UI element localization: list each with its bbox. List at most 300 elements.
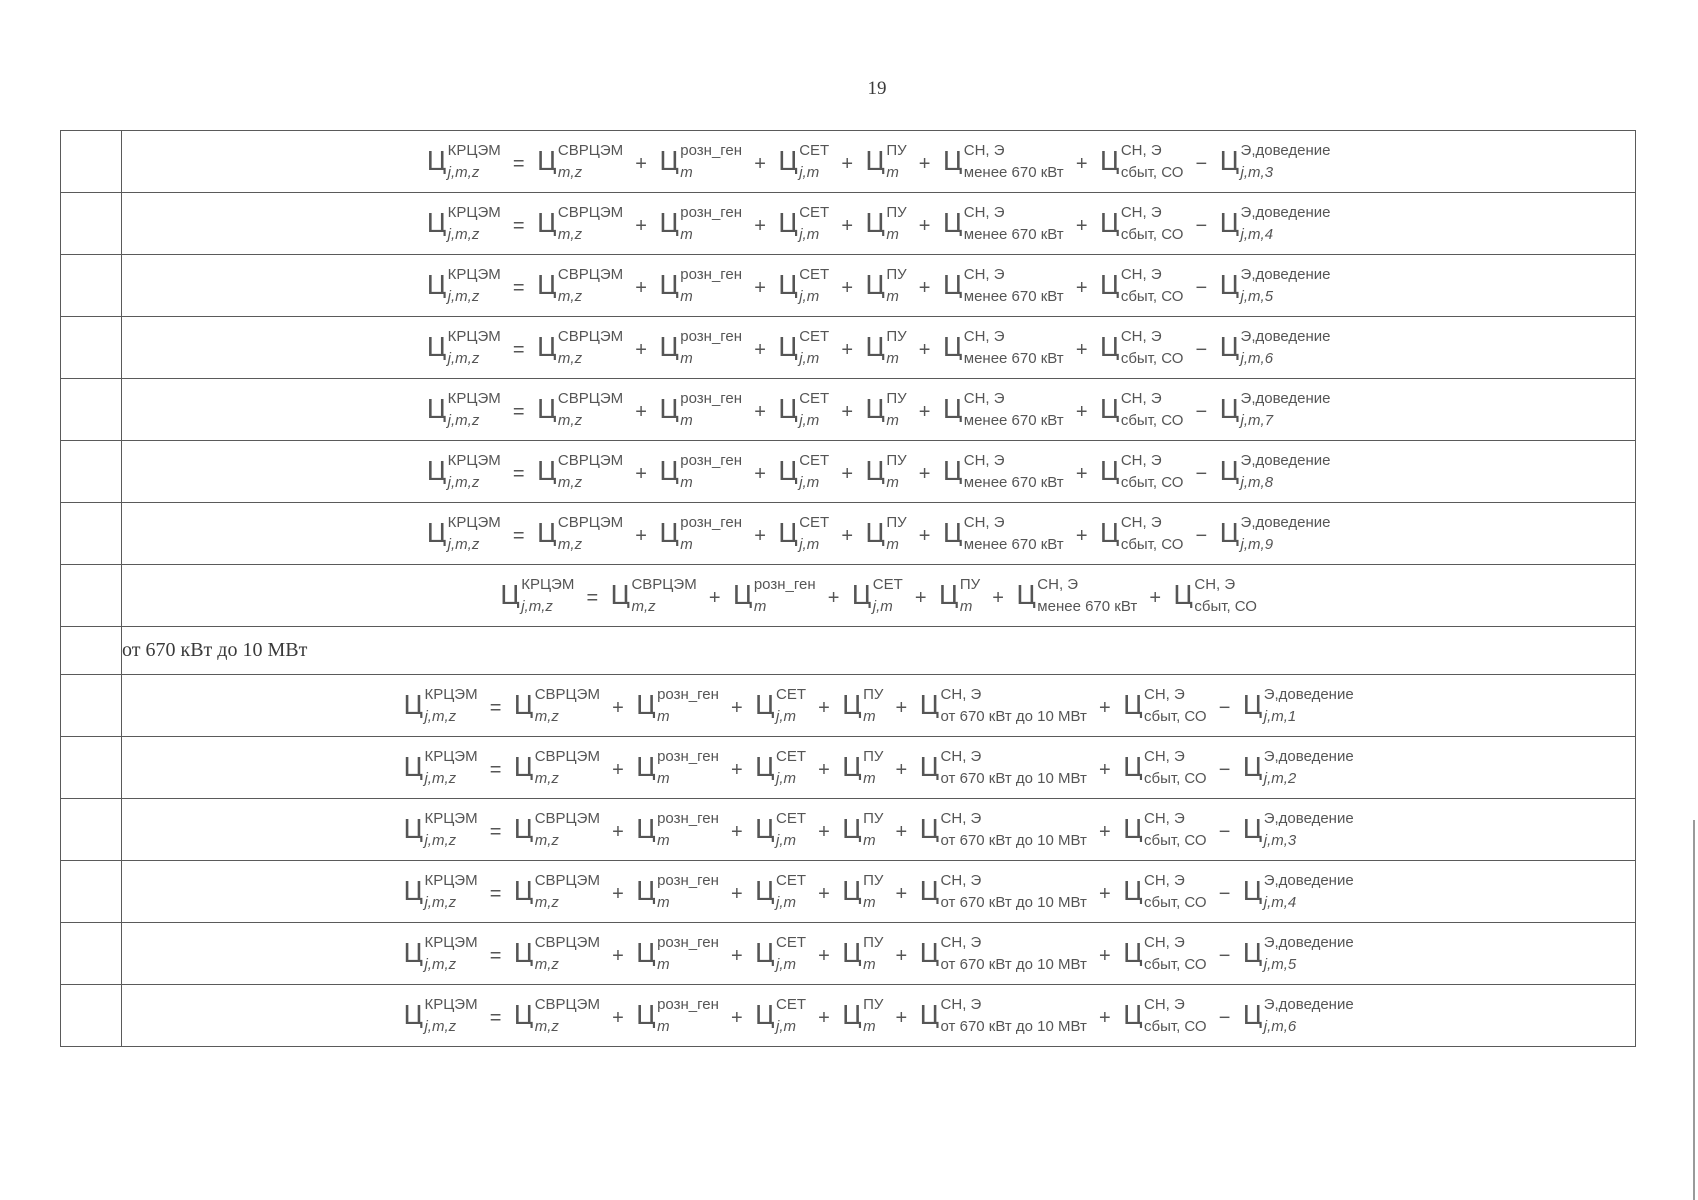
script-group bbox=[1240, 451, 1331, 491]
price-symbol: Ц bbox=[778, 332, 799, 363]
price-symbol: Ц bbox=[865, 394, 886, 425]
subscript: m,z bbox=[557, 411, 583, 429]
formula-term bbox=[536, 327, 624, 367]
subscript: сбыт, СО bbox=[1120, 473, 1184, 491]
price-symbol: Ц bbox=[1242, 938, 1263, 969]
price-symbol: Ц bbox=[865, 332, 886, 363]
subscript: m bbox=[657, 955, 670, 973]
script-group bbox=[1240, 141, 1331, 181]
formula-term bbox=[659, 265, 743, 305]
subscript: j,m,8 bbox=[1240, 473, 1274, 491]
subscript: j,m,4 bbox=[1263, 893, 1297, 911]
script-group bbox=[940, 685, 1087, 725]
subscript: m,z bbox=[534, 893, 559, 911]
subscript: менее 670 кВт bbox=[963, 287, 1064, 305]
subscript: менее 670 кВт bbox=[1037, 597, 1138, 615]
price-symbol: Ц bbox=[635, 876, 657, 907]
script-group bbox=[557, 389, 624, 429]
price-symbol: Ц bbox=[754, 690, 775, 721]
price-symbol: Ц bbox=[426, 394, 447, 425]
script-group bbox=[1144, 747, 1207, 787]
formula-term bbox=[659, 141, 743, 181]
superscript: СН, Э bbox=[940, 871, 982, 889]
script-group bbox=[1120, 203, 1184, 243]
subscript: сбыт, СО bbox=[1194, 597, 1257, 615]
subscript: j,m,z bbox=[447, 473, 480, 491]
formula-krcem-from670-5 bbox=[403, 933, 1354, 973]
script-group bbox=[447, 327, 501, 367]
price-symbol: Ц bbox=[754, 814, 775, 845]
price-symbol: Ц bbox=[426, 518, 447, 549]
price-symbol: Ц bbox=[659, 394, 680, 425]
price-symbol: Ц bbox=[1099, 394, 1120, 425]
operator: + bbox=[754, 338, 766, 361]
superscript: КРЦЭМ bbox=[424, 995, 478, 1013]
script-group bbox=[1194, 575, 1257, 615]
operator: + bbox=[1099, 820, 1111, 843]
price-symbol: Ц bbox=[659, 270, 680, 301]
price-symbol: Ц bbox=[919, 752, 940, 783]
operator: + bbox=[1099, 1006, 1111, 1029]
script-group bbox=[775, 995, 806, 1035]
superscript: СН, Э bbox=[940, 933, 982, 951]
price-symbol: Ц bbox=[536, 518, 557, 549]
formula-krcem-from670-1 bbox=[403, 685, 1354, 725]
subscript: менее 670 кВт bbox=[963, 411, 1064, 429]
formula-term bbox=[754, 809, 806, 849]
formula-term bbox=[942, 513, 1064, 553]
operator: + bbox=[918, 152, 931, 175]
superscript: Э,доведение bbox=[1240, 451, 1331, 469]
price-symbol: Ц bbox=[841, 876, 863, 907]
price-symbol: Ц bbox=[403, 814, 424, 845]
price-symbol: Ц bbox=[1099, 270, 1120, 301]
script-group bbox=[447, 451, 501, 491]
price-symbol: Ц bbox=[635, 752, 657, 783]
script-group bbox=[534, 809, 600, 849]
formula-term bbox=[403, 685, 478, 725]
formula-krcem-less670-5 bbox=[426, 265, 1331, 305]
subscript: сбыт, СО bbox=[1144, 831, 1207, 849]
price-symbol: Ц bbox=[513, 876, 534, 907]
price-symbol: Ц bbox=[1122, 752, 1144, 783]
superscript: СН, Э bbox=[1120, 265, 1162, 283]
subscript: m,z bbox=[557, 225, 583, 243]
formula-term bbox=[938, 575, 981, 615]
left-column-cell bbox=[61, 985, 122, 1047]
superscript: КРЦЭМ bbox=[447, 203, 501, 221]
subscript: m,z bbox=[557, 473, 583, 491]
superscript: СН, Э bbox=[940, 995, 982, 1013]
superscript: Э,доведение bbox=[1263, 685, 1354, 703]
script-group bbox=[1120, 141, 1184, 181]
script-group bbox=[1120, 265, 1184, 305]
formula-term bbox=[1242, 933, 1354, 973]
superscript: СВРЦЭМ bbox=[534, 685, 600, 703]
operator: + bbox=[730, 696, 743, 719]
subscript: j,m bbox=[799, 287, 820, 305]
formula-term bbox=[919, 995, 1087, 1035]
formula-term bbox=[1219, 265, 1331, 305]
subscript: m bbox=[680, 225, 693, 243]
superscript: розн_ген bbox=[753, 575, 816, 593]
operator: = bbox=[512, 400, 525, 423]
superscript: ПУ bbox=[863, 871, 884, 889]
superscript: розн_ген bbox=[657, 995, 719, 1013]
subscript: j,m bbox=[775, 707, 796, 725]
superscript: СЕТ bbox=[872, 575, 903, 593]
formula-term bbox=[403, 747, 478, 787]
subscript: j,m,z bbox=[424, 831, 457, 849]
price-symbol: Ц bbox=[865, 456, 886, 487]
operator: = bbox=[586, 586, 599, 609]
price-symbol: Ц bbox=[1219, 146, 1240, 177]
price-symbol: Ц bbox=[1122, 814, 1144, 845]
price-symbol: Ц bbox=[635, 938, 657, 969]
operator: + bbox=[1075, 338, 1088, 361]
subscript: m bbox=[657, 1017, 670, 1035]
formula-term bbox=[942, 389, 1064, 429]
price-symbol: Ц bbox=[1016, 580, 1037, 611]
formula-term bbox=[1016, 575, 1138, 615]
superscript: СН, Э bbox=[1120, 513, 1162, 531]
script-group bbox=[1263, 933, 1354, 973]
subscript: сбыт, СО bbox=[1144, 955, 1207, 973]
price-symbol: Ц bbox=[865, 146, 886, 177]
script-group bbox=[657, 809, 719, 849]
price-symbol: Ц bbox=[732, 580, 753, 611]
formula-term bbox=[919, 871, 1087, 911]
operator: + bbox=[635, 524, 647, 547]
formula-cell bbox=[122, 675, 1636, 737]
subscript: m bbox=[680, 287, 693, 305]
formula-term bbox=[635, 933, 719, 973]
subscript: m bbox=[680, 411, 693, 429]
superscript: ПУ bbox=[886, 327, 907, 345]
subscript: m bbox=[886, 535, 899, 553]
formula-term bbox=[1219, 203, 1331, 243]
formula-term bbox=[1099, 203, 1184, 243]
operator: + bbox=[818, 882, 830, 905]
subscript: m,z bbox=[557, 287, 583, 305]
formula-term bbox=[865, 327, 907, 367]
operator: = bbox=[489, 944, 502, 967]
operator: = bbox=[489, 1006, 502, 1029]
price-symbol: Ц bbox=[778, 208, 799, 239]
superscript: СЕТ bbox=[775, 747, 806, 765]
table-row bbox=[61, 379, 1636, 441]
operator: + bbox=[612, 758, 624, 781]
price-symbol: Ц bbox=[1099, 332, 1120, 363]
price-symbol: Ц bbox=[1219, 208, 1240, 239]
formula-term bbox=[841, 995, 884, 1035]
superscript: СН, Э bbox=[1194, 575, 1236, 593]
formula-term bbox=[1242, 685, 1354, 725]
price-symbol: Ц bbox=[919, 814, 940, 845]
price-symbol: Ц bbox=[942, 518, 963, 549]
formula-term bbox=[513, 685, 600, 725]
formula-term bbox=[536, 451, 624, 491]
formula-term bbox=[841, 685, 884, 725]
superscript: СН, Э bbox=[1120, 327, 1162, 345]
operator: + bbox=[1075, 276, 1088, 299]
superscript: СН, Э bbox=[940, 747, 982, 765]
price-symbol: Ц bbox=[841, 752, 863, 783]
operator: + bbox=[992, 586, 1004, 609]
operator: = bbox=[489, 882, 502, 905]
price-symbol: Ц bbox=[942, 208, 963, 239]
price-symbol: Ц bbox=[500, 580, 521, 611]
price-symbol: Ц bbox=[426, 332, 447, 363]
superscript: СЕТ bbox=[799, 451, 830, 469]
price-symbol: Ц bbox=[1242, 814, 1263, 845]
formula-term bbox=[1122, 995, 1207, 1035]
superscript: КРЦЭМ bbox=[447, 513, 501, 531]
price-symbol: Ц bbox=[1242, 1000, 1263, 1031]
formula-term bbox=[1122, 933, 1207, 973]
formula-term bbox=[500, 575, 575, 615]
script-group bbox=[1120, 451, 1184, 491]
superscript: СВРЦЭМ bbox=[557, 513, 624, 531]
price-symbol: Ц bbox=[865, 270, 886, 301]
formula-term bbox=[1122, 685, 1207, 725]
formula-term bbox=[1219, 327, 1331, 367]
table-row bbox=[61, 131, 1636, 193]
script-group bbox=[1240, 513, 1331, 553]
operator: + bbox=[895, 696, 908, 719]
superscript: розн_ген bbox=[680, 265, 743, 283]
price-symbol: Ц bbox=[536, 146, 557, 177]
formula-term bbox=[778, 327, 830, 367]
subscript: m bbox=[657, 769, 670, 787]
table-row bbox=[61, 799, 1636, 861]
script-group bbox=[940, 933, 1087, 973]
script-group bbox=[863, 871, 884, 911]
subscript: m bbox=[863, 955, 876, 973]
price-symbol: Ц bbox=[919, 690, 940, 721]
script-group bbox=[680, 389, 743, 429]
formula-term bbox=[778, 513, 830, 553]
superscript: СЕТ bbox=[799, 389, 830, 407]
subscript: j,m,6 bbox=[1240, 349, 1274, 367]
subscript: m bbox=[657, 707, 670, 725]
table-row bbox=[61, 503, 1636, 565]
price-symbol: Ц bbox=[536, 270, 557, 301]
left-column-cell bbox=[61, 675, 122, 737]
subscript: сбыт, СО bbox=[1120, 535, 1184, 553]
formula-term bbox=[1242, 747, 1354, 787]
subscript: от 670 кВт до 10 МВт bbox=[940, 831, 1087, 849]
script-group bbox=[863, 685, 884, 725]
price-symbol: Ц bbox=[1099, 518, 1120, 549]
price-symbol: Ц bbox=[942, 456, 963, 487]
script-group bbox=[1240, 389, 1331, 429]
formula-krcem-less670-8 bbox=[426, 451, 1331, 491]
subscript: m bbox=[680, 349, 693, 367]
price-symbol: Ц bbox=[659, 518, 680, 549]
formula-krcem-from670-4 bbox=[403, 871, 1354, 911]
price-symbol: Ц bbox=[1122, 1000, 1144, 1031]
formula-term bbox=[513, 809, 600, 849]
subscript: m,z bbox=[534, 1017, 559, 1035]
superscript: КРЦЭМ bbox=[424, 685, 478, 703]
script-group bbox=[657, 933, 719, 973]
subscript: j,m,z bbox=[424, 707, 457, 725]
formula-term bbox=[426, 389, 501, 429]
superscript: Э,доведение bbox=[1240, 141, 1331, 159]
operator: − bbox=[1195, 400, 1208, 423]
subscript: j,m,z bbox=[424, 893, 457, 911]
subscript: j,m,5 bbox=[1263, 955, 1297, 973]
subscript: от 670 кВт до 10 МВт bbox=[940, 707, 1087, 725]
superscript: СЕТ bbox=[775, 995, 806, 1013]
script-group bbox=[680, 513, 743, 553]
subscript: j,m,7 bbox=[1240, 411, 1274, 429]
superscript: СН, Э bbox=[1144, 809, 1185, 827]
script-group bbox=[886, 451, 907, 491]
superscript: СН, Э bbox=[1144, 933, 1185, 951]
subscript: менее 670 кВт bbox=[963, 473, 1064, 491]
price-symbol: Ц bbox=[659, 456, 680, 487]
script-group bbox=[1120, 327, 1184, 367]
operator: + bbox=[635, 276, 647, 299]
superscript: Э,доведение bbox=[1263, 995, 1354, 1013]
superscript: СН, Э bbox=[963, 513, 1005, 531]
price-symbol: Ц bbox=[513, 690, 534, 721]
superscript: розн_ген bbox=[657, 747, 719, 765]
operator: − bbox=[1195, 214, 1208, 237]
subscript: сбыт, СО bbox=[1120, 225, 1184, 243]
price-symbol: Ц bbox=[1242, 752, 1263, 783]
formula-term bbox=[851, 575, 903, 615]
formula-term bbox=[1122, 871, 1207, 911]
left-column-cell bbox=[61, 737, 122, 799]
subscript: j,m bbox=[799, 535, 820, 553]
script-group bbox=[424, 747, 478, 787]
superscript: СН, Э bbox=[1144, 871, 1185, 889]
subscript: j,m bbox=[775, 831, 796, 849]
formula-term bbox=[426, 451, 501, 491]
price-symbol: Ц bbox=[403, 752, 424, 783]
superscript: СЕТ bbox=[799, 513, 830, 531]
price-symbol: Ц bbox=[536, 332, 557, 363]
superscript: СЕТ bbox=[799, 265, 830, 283]
operator: + bbox=[918, 400, 931, 423]
formula-cell bbox=[122, 799, 1636, 861]
operator: + bbox=[730, 758, 743, 781]
formula-term bbox=[841, 933, 884, 973]
formula-term bbox=[865, 513, 907, 553]
formula-term bbox=[536, 389, 624, 429]
superscript: розн_ген bbox=[680, 513, 743, 531]
operator: − bbox=[1218, 820, 1231, 843]
formula-term bbox=[919, 933, 1087, 973]
superscript: Э,доведение bbox=[1240, 513, 1331, 531]
price-symbol: Ц bbox=[778, 270, 799, 301]
operator: − bbox=[1218, 758, 1231, 781]
formula-term bbox=[426, 141, 501, 181]
superscript: КРЦЭМ bbox=[424, 747, 478, 765]
superscript: СВРЦЭМ bbox=[557, 141, 624, 159]
operator: + bbox=[818, 758, 830, 781]
script-group bbox=[963, 327, 1064, 367]
formula-cell bbox=[122, 379, 1636, 441]
superscript: ПУ bbox=[886, 513, 907, 531]
superscript: КРЦЭМ bbox=[447, 389, 501, 407]
formula-term bbox=[778, 451, 830, 491]
price-symbol: Ц bbox=[426, 146, 447, 177]
subscript: j,m,z bbox=[424, 1017, 457, 1035]
formula-term bbox=[754, 995, 806, 1035]
subscript: j,m bbox=[799, 473, 820, 491]
page-edge-line bbox=[1693, 820, 1695, 1200]
superscript: ПУ bbox=[886, 265, 907, 283]
superscript: розн_ген bbox=[680, 141, 743, 159]
formula-krcem-less670-6 bbox=[426, 327, 1331, 367]
operator: + bbox=[730, 944, 743, 967]
script-group bbox=[557, 451, 624, 491]
subscript: m bbox=[680, 163, 693, 181]
superscript: КРЦЭМ bbox=[447, 265, 501, 283]
formula-term bbox=[1099, 389, 1184, 429]
formula-term bbox=[426, 513, 501, 553]
script-group bbox=[940, 747, 1087, 787]
script-group bbox=[1144, 871, 1207, 911]
table-row bbox=[61, 627, 1636, 675]
subscript: менее 670 кВт bbox=[963, 535, 1064, 553]
superscript: КРЦЭМ bbox=[447, 451, 501, 469]
superscript: розн_ген bbox=[657, 871, 719, 889]
formula-krcem-less670-7 bbox=[426, 389, 1331, 429]
operator: + bbox=[612, 1006, 624, 1029]
formula-krcem-from670-2 bbox=[403, 747, 1354, 787]
operator: + bbox=[612, 820, 624, 843]
script-group bbox=[799, 265, 830, 305]
subscript: m bbox=[863, 1017, 876, 1035]
script-group bbox=[534, 995, 600, 1035]
left-column-cell bbox=[61, 379, 122, 441]
superscript: розн_ген bbox=[657, 685, 719, 703]
table-row bbox=[61, 861, 1636, 923]
script-group bbox=[775, 871, 806, 911]
formula-term bbox=[1173, 575, 1257, 615]
script-group bbox=[940, 809, 1087, 849]
superscript: Э,доведение bbox=[1263, 809, 1354, 827]
operator: + bbox=[635, 338, 647, 361]
superscript: ПУ bbox=[959, 575, 981, 593]
script-group bbox=[447, 203, 501, 243]
script-group bbox=[557, 141, 624, 181]
price-symbol: Ц bbox=[1219, 456, 1240, 487]
formula-krcem-less670-9 bbox=[426, 513, 1331, 553]
price-symbol: Ц bbox=[938, 580, 959, 611]
script-group bbox=[886, 513, 907, 553]
operator: + bbox=[635, 462, 647, 485]
formula-term bbox=[426, 327, 501, 367]
script-group bbox=[863, 933, 884, 973]
price-symbol: Ц bbox=[426, 270, 447, 301]
script-group bbox=[959, 575, 981, 615]
superscript: ПУ bbox=[863, 933, 884, 951]
superscript: СЕТ bbox=[799, 327, 830, 345]
script-group bbox=[963, 203, 1064, 243]
operator: + bbox=[754, 214, 766, 237]
operator: = bbox=[489, 820, 502, 843]
operator: + bbox=[1149, 586, 1162, 609]
price-symbol: Ц bbox=[1219, 518, 1240, 549]
formula-term bbox=[1099, 141, 1184, 181]
script-group bbox=[775, 747, 806, 787]
